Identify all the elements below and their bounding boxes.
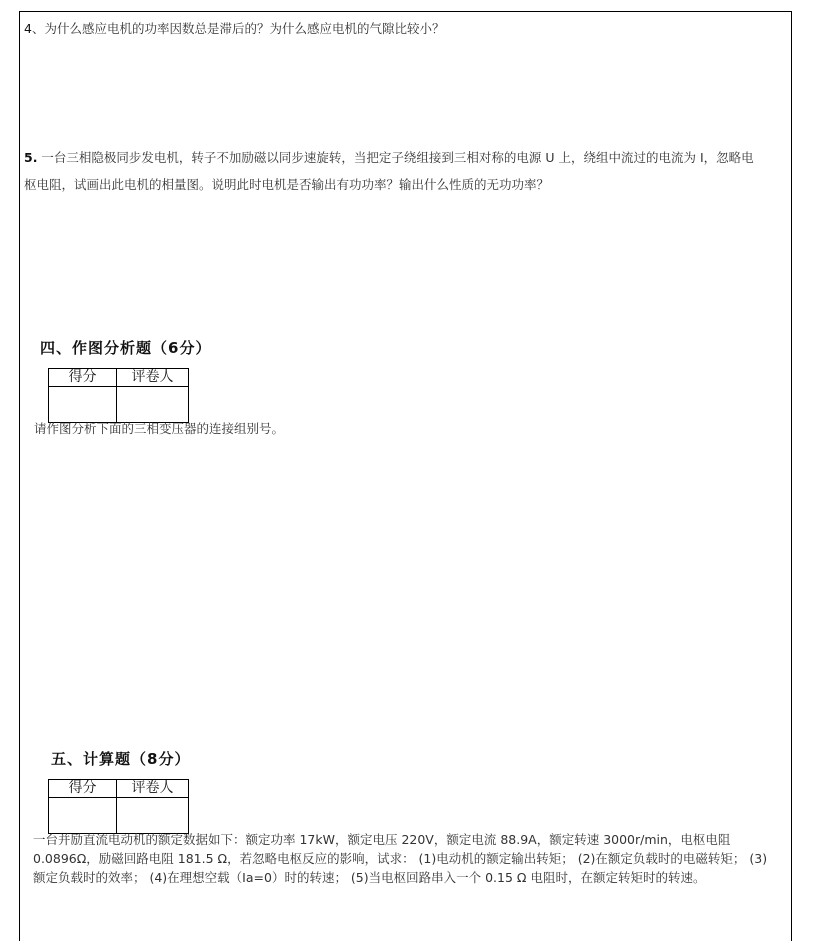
section-5-title-suffix: 分） (158, 750, 191, 768)
question-4-number: 4 (24, 21, 32, 36)
section-4-score-table (48, 368, 189, 423)
question-5 (24, 144, 764, 198)
section-5-grader-header: 评卷人 (117, 780, 189, 798)
section-5-title (51, 748, 190, 769)
section-5-score-header: 得分 (49, 780, 117, 798)
question-5-text: 一台三相隐极同步发电机，转子不加励磁以同步速旋转，当把定子绕组接到三相对称的电源 U 上，绕组中流过的电流为 I，忽略电枢电阻，试画出此电机的相量图。说明此时电机是否输出有功功率？输出什么性质的无功功率？ (24, 150, 754, 192)
section-5-task: 一台并励直流电动机的额定数据如下：额定功率 17kW，额定电压 220V，额定电流 88.9A，额定转速 3000r/min，电枢电阻 0.0896Ω，励磁回路电阻 181.5 Ω，若忽略电枢反应的影响，试求： (1)电动机的额定输出转矩； (2)在额定负载时的电磁转矩； (3)额定负载时的效率； (4)在理想空载（Ia=0）时的转速； (5)当电枢回路串入一个 0.15 Ω 电阻时，在额定转矩时的转速。 (33, 832, 768, 885)
question-4 (24, 15, 784, 42)
section-4-title-prefix: 四、作图分析题（ (40, 339, 169, 357)
section-4-points: 6 (168, 339, 180, 357)
section-4-score-header: 得分 (49, 369, 117, 387)
section-4-title-suffix: 分） (179, 339, 212, 357)
section-5-score-cell (49, 798, 117, 834)
section-4-task: 请作图分析下面的三相变压器的连接组别号。 (34, 421, 285, 436)
section-5-title-prefix: 五、计算题（ (51, 750, 148, 768)
section-4-score-cell (49, 387, 117, 423)
section-4-grader-cell (117, 387, 189, 423)
question-4-text: 、为什么感应电机的功率因数总是滞后的？为什么感应电机的气隙比较小？ (31, 21, 445, 36)
section-5-points: 8 (147, 750, 159, 768)
section-4-title (40, 337, 211, 358)
section-5-grader-cell (117, 798, 189, 834)
section-5-score-table (48, 779, 189, 834)
section-4-grader-header: 评卷人 (117, 369, 189, 387)
question-5-number: 5. (24, 150, 38, 165)
